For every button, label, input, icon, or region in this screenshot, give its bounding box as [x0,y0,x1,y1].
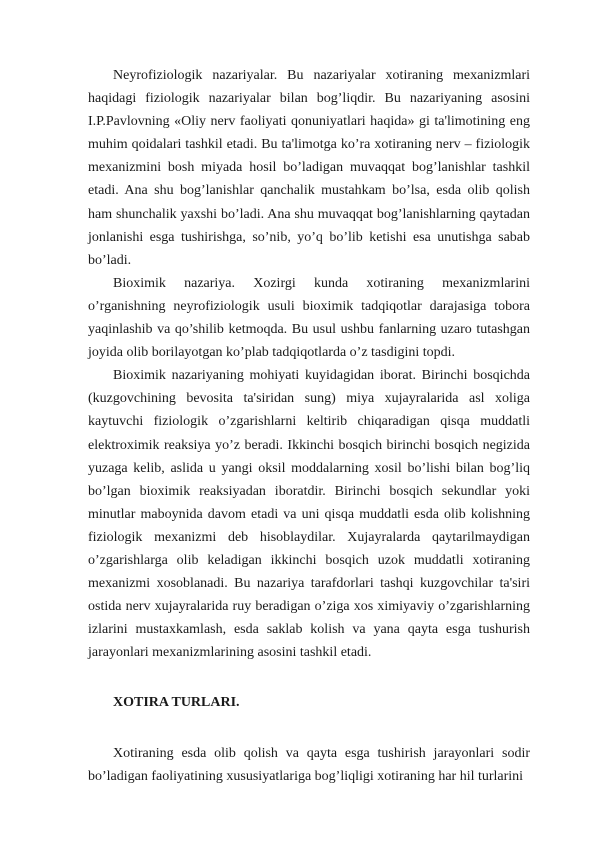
paragraph-biochemical-theory: Bioximik nazariya. Xozirgi kunda xotiraning mexanizmlarini o’rganishning neyrofiziologik usuli bioximik tadqiqotlar darajasiga tobora yaqinlashib va qo’shilib ketmoqda. Bu usul ushbu fanlarning uzaro tutashgan joyida olib borilayotgan ko’plab tadqiqotlarda o’z tasdigini topdi. [88,275,530,361]
document-body [88,64,530,788]
section-heading: XOTIRA TURLARI. [113,695,240,711]
paragraph-biochemical-essence: Bioximik nazariyaning mohiyati kuyidagidan iborat. Birinchi bosqichda (kuzgovchining bevosita ta'siridan sung) miya xujayralarida asl xoliga kaytuvchi fiziologik o’zgarishlarni keltirib chiqaradigan qisqa muddatli elektroximik reaksiya yo’z beradi. Ikkinchi bosqich birinchi bosqich negizida yuzaga kelib, aslida u yangi oksil moddalarning xosil bo’lishi bilan bog’liq bo’lgan bioximik reaksiyadan iboratdir. Birinchi bosqich sekundlar yoki minutlar maboynida davom etadi va uni qisqa muddatli esda olib kolishning fiziologik mexanizmi deb hisoblaydilar. Xujayralarda qaytarilmaydigan o’zgarishlarga olib keladigan ikkinchi bosqich uzok muddatli xotiraning mexanizmi xosoblanadi. Bu nazariya tarafdorlari tashqi kuzgovchilar ta'siri ostida nerv xujayralarida ruy beradigan o’ziga xos ximiyaviy o’zgarishlarning izlarini mustaxkamlash, esda saklab kolish va yana qayta esga tushurish jarayonlari mexanizmlarining asosini tashkil etadi. [88,368,530,661]
paragraph-memory-types: Xotiraning esda olib qolish va qayta esga tushirish jarayonlari sodir bo’ladigan faoliyatining xususiyatlariga bog’liqligi xotiraning har hil turlarini [88,745,530,784]
paragraph-neurophysiological-theories: Neyrofiziologik nazariyalar. Bu nazariyalar xotiraning mexanizmlari haqidagi fiziologik nazariyalar bilan bog’liqdir. Bu nazariyaning asosini I.P.Pavlovning «Oliy nerv faoliyati qonuniyatlari haqida» gi ta'limotining eng muhim qoidalari tashkil etadi. Bu ta'limotga ko’ra xotiraning nerv – fiziologik mexanizmini bosh miyada hosil bo’ladigan muvaqqat bog’lanishlar tashkil etadi. Ana shu bog’lanishlar qanchalik mustahkam bo’lsa, esda olib qolish ham shunchalik yaxshi bo’ladi. Ana shu muvaqqat bog’lanishlarning qaytadan jonlanishi esga tushirishga, so’nib, yo’q bo’lib ketishi esa unutishga sabab bo’ladi. [88,68,530,268]
